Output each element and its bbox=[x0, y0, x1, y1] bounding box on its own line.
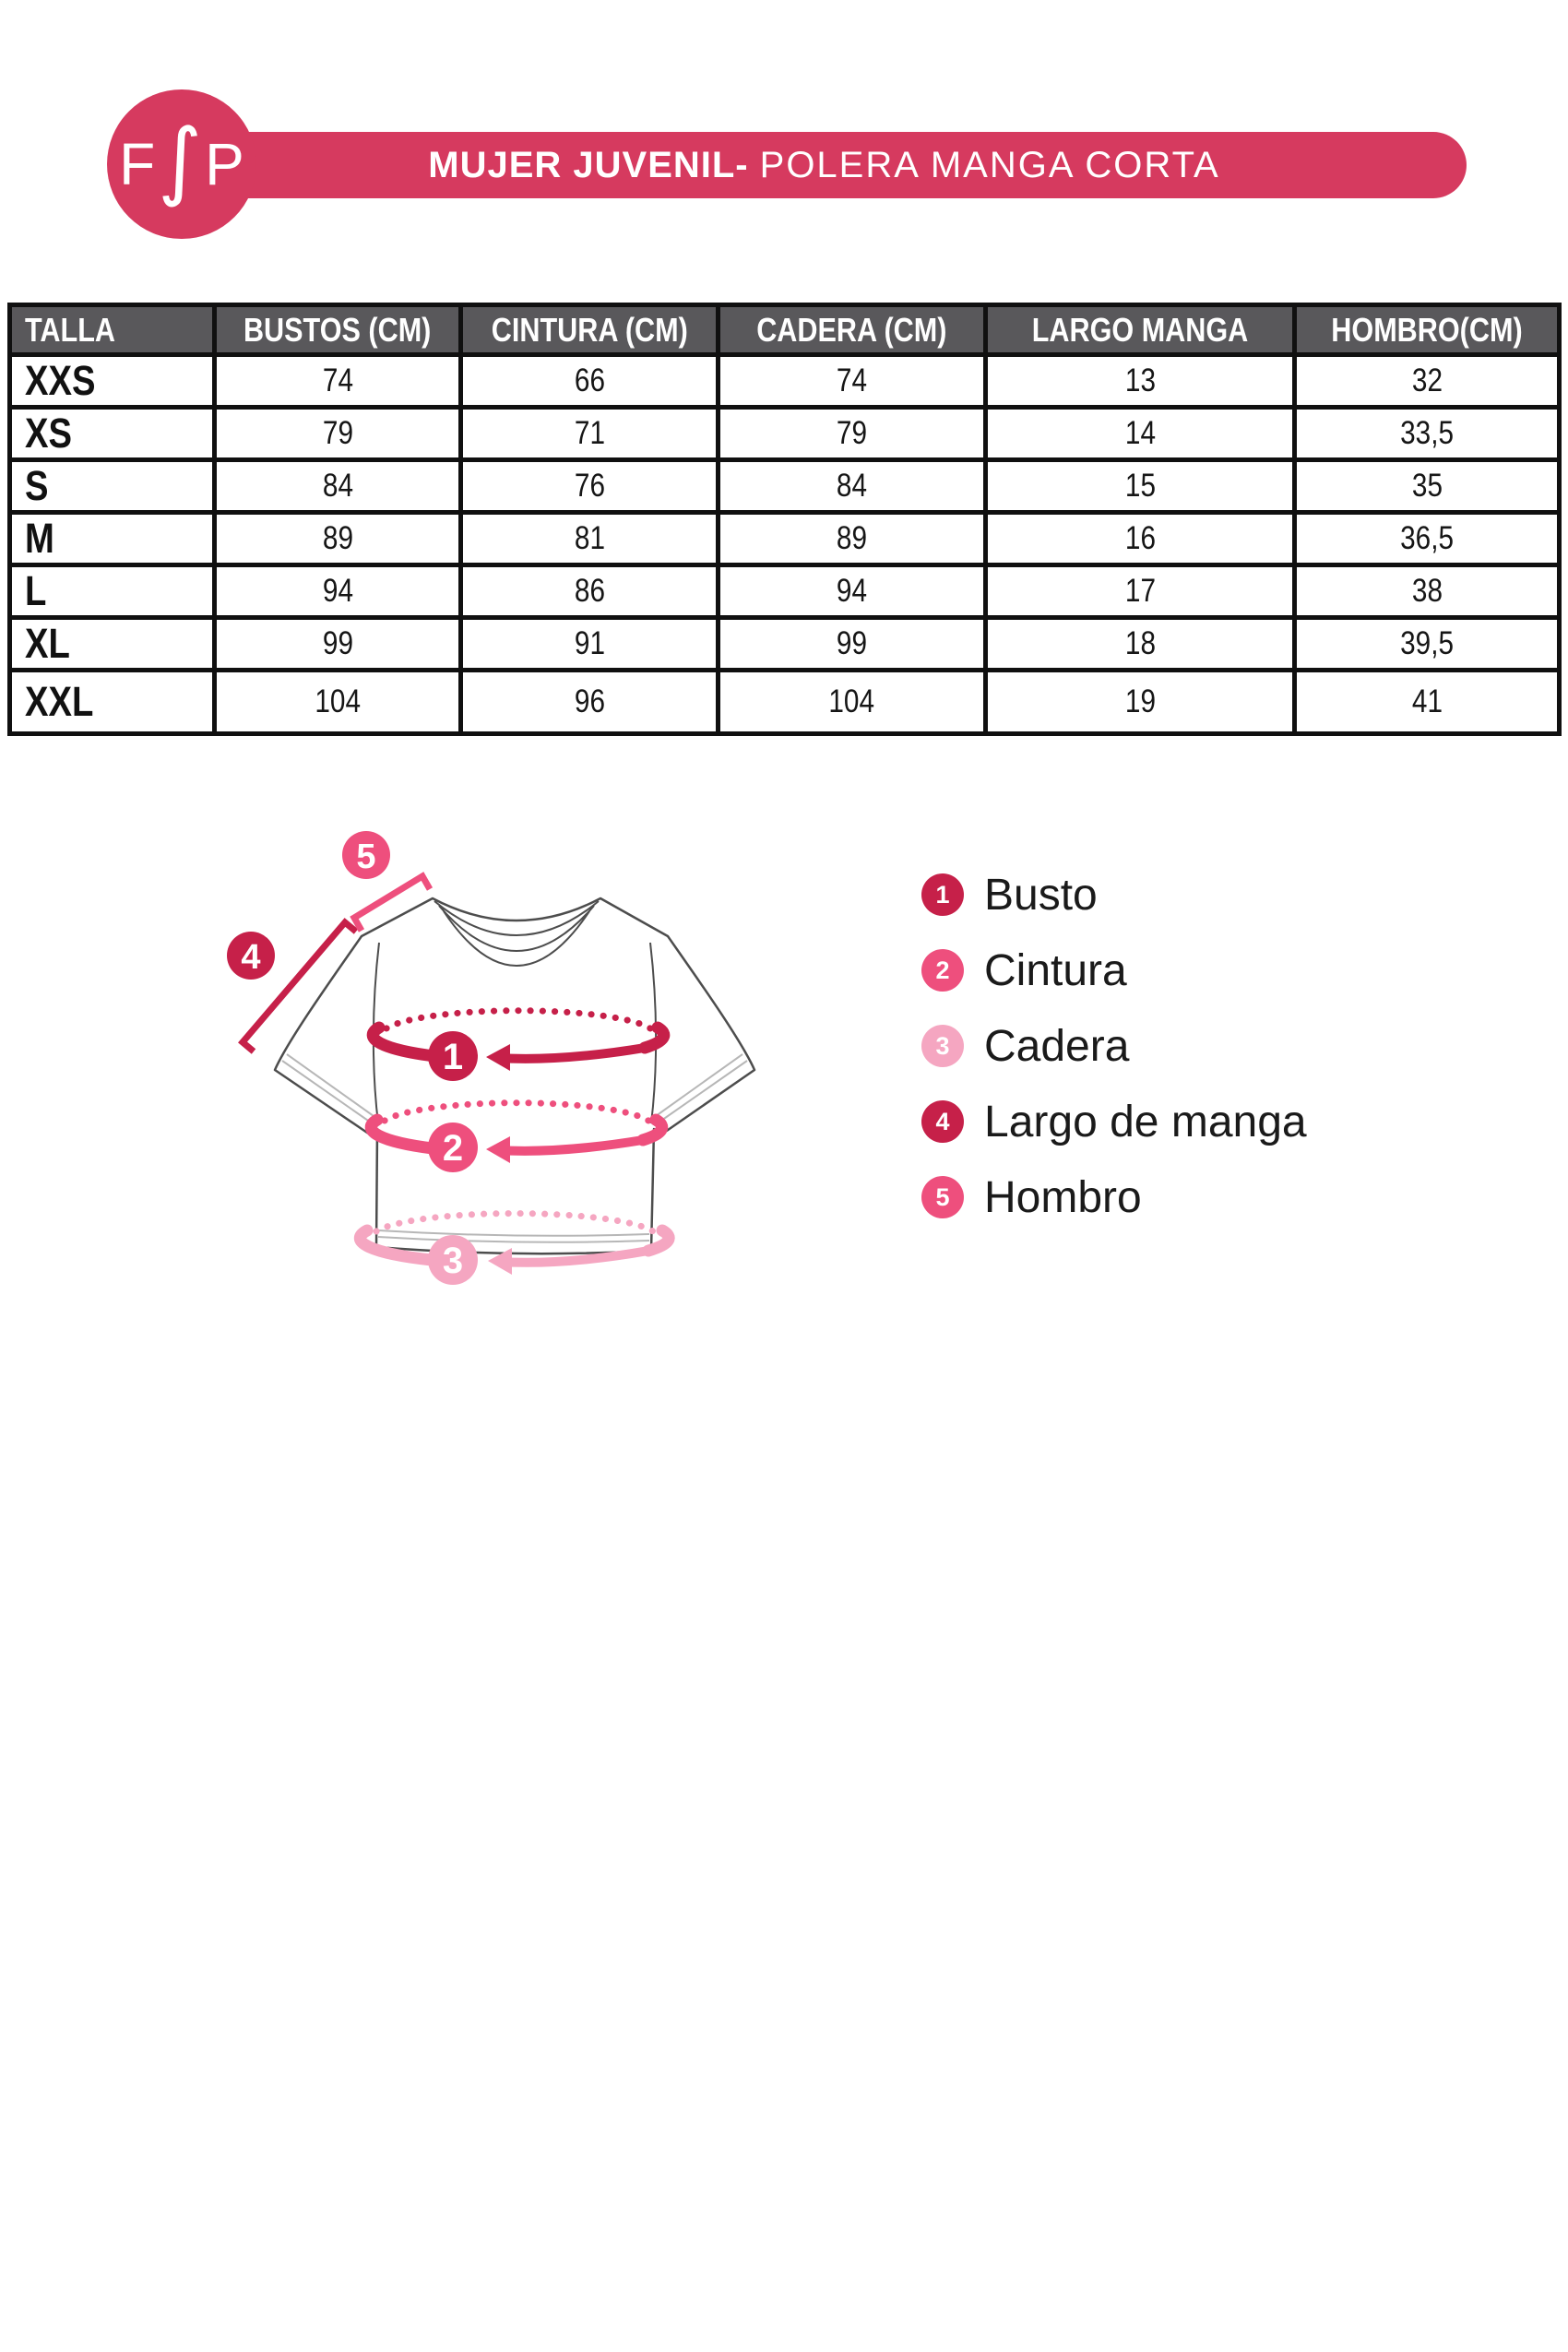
badge-3-cadera bbox=[428, 1235, 478, 1285]
legend-label: Cadera bbox=[984, 1021, 1130, 1071]
cell: 41 bbox=[1295, 671, 1560, 734]
brand-logo: F ∫ P bbox=[107, 89, 256, 239]
cell: 89 bbox=[215, 513, 461, 565]
cell: 13 bbox=[986, 355, 1295, 408]
column-header-hombro: HOMBRO(CM) bbox=[1295, 305, 1560, 355]
table-row-xl bbox=[10, 618, 1560, 671]
logo-letter-f: F bbox=[119, 131, 156, 197]
legend-badge-2: 2 bbox=[921, 949, 964, 992]
title-banner bbox=[182, 132, 1467, 198]
cell: 36,5 bbox=[1295, 513, 1560, 565]
cell: 18 bbox=[986, 618, 1295, 671]
cell: 14 bbox=[986, 408, 1295, 460]
cell: 84 bbox=[719, 460, 986, 513]
table-row-xs bbox=[10, 408, 1560, 460]
column-header-cadera: CADERA (CM) bbox=[719, 305, 986, 355]
badge-2-cintura bbox=[428, 1123, 478, 1172]
legend-label: Largo de manga bbox=[984, 1097, 1307, 1146]
size-label: XXL bbox=[10, 671, 215, 734]
legend-item-hombro bbox=[921, 1172, 1307, 1222]
cell: 91 bbox=[461, 618, 719, 671]
table-row-m bbox=[10, 513, 1560, 565]
cell: 15 bbox=[986, 460, 1295, 513]
table-row-xxl bbox=[10, 671, 1560, 734]
size-label: XXS bbox=[10, 355, 215, 408]
table-row-l bbox=[10, 565, 1560, 618]
title-category: MUJER JUVENIL- bbox=[428, 144, 749, 185]
cell: 104 bbox=[719, 671, 986, 734]
title-product: POLERA MANGA CORTA bbox=[759, 144, 1220, 185]
cell: 94 bbox=[215, 565, 461, 618]
cell: 104 bbox=[215, 671, 461, 734]
cell: 96 bbox=[461, 671, 719, 734]
logo-letter-p: P bbox=[205, 131, 244, 197]
size-label: XL bbox=[10, 618, 215, 671]
legend-item-cadera bbox=[921, 1021, 1307, 1071]
cell: 66 bbox=[461, 355, 719, 408]
badge-5-hombro bbox=[342, 831, 390, 879]
cell: 94 bbox=[719, 565, 986, 618]
cell: 89 bbox=[719, 513, 986, 565]
svg-text:4: 4 bbox=[241, 938, 261, 977]
legend-item-cintura bbox=[921, 945, 1307, 995]
legend-label: Cintura bbox=[984, 945, 1127, 995]
legend-badge-3: 3 bbox=[921, 1025, 964, 1067]
badge-4-largo-manga bbox=[227, 932, 275, 980]
cell: 35 bbox=[1295, 460, 1560, 513]
cell: 19 bbox=[986, 671, 1295, 734]
column-header-bustos: BUSTOS (CM) bbox=[215, 305, 461, 355]
svg-text:3: 3 bbox=[442, 1241, 464, 1281]
cell: 99 bbox=[215, 618, 461, 671]
size-label: S bbox=[10, 460, 215, 513]
legend-label: Busto bbox=[984, 870, 1098, 920]
cell: 39,5 bbox=[1295, 618, 1560, 671]
cell: 74 bbox=[719, 355, 986, 408]
header-row bbox=[10, 305, 1560, 355]
cell: 33,5 bbox=[1295, 408, 1560, 460]
cell: 81 bbox=[461, 513, 719, 565]
legend-label: Hombro bbox=[984, 1172, 1142, 1222]
size-chart-table bbox=[7, 303, 1562, 736]
column-header-largo-manga: LARGO MANGA bbox=[986, 305, 1295, 355]
cell: 76 bbox=[461, 460, 719, 513]
column-header-talla: TALLA bbox=[10, 305, 215, 355]
cell: 17 bbox=[986, 565, 1295, 618]
table-row-s bbox=[10, 460, 1560, 513]
svg-text:2: 2 bbox=[442, 1128, 464, 1169]
cell: 99 bbox=[719, 618, 986, 671]
tshirt-measurement-diagram bbox=[129, 784, 885, 1374]
svg-text:1: 1 bbox=[442, 1037, 464, 1077]
size-label: M bbox=[10, 513, 215, 565]
legend-item-largo-de-manga bbox=[921, 1097, 1307, 1146]
cell: 32 bbox=[1295, 355, 1560, 408]
cell: 38 bbox=[1295, 565, 1560, 618]
svg-text:5: 5 bbox=[356, 837, 376, 876]
cell: 84 bbox=[215, 460, 461, 513]
measurement-legend bbox=[921, 870, 1307, 1252]
column-header-cintura: CINTURA (CM) bbox=[461, 305, 719, 355]
cell: 79 bbox=[719, 408, 986, 460]
size-label: L bbox=[10, 565, 215, 618]
legend-badge-5: 5 bbox=[921, 1176, 964, 1218]
size-label: XS bbox=[10, 408, 215, 460]
cell: 86 bbox=[461, 565, 719, 618]
legend-badge-1: 1 bbox=[921, 873, 964, 916]
table-row-xxs bbox=[10, 355, 1560, 408]
cell: 71 bbox=[461, 408, 719, 460]
badge-1-busto bbox=[428, 1031, 478, 1081]
cell: 79 bbox=[215, 408, 461, 460]
legend-badge-4: 4 bbox=[921, 1100, 964, 1143]
cell: 74 bbox=[215, 355, 461, 408]
cell: 16 bbox=[986, 513, 1295, 565]
legend-item-busto bbox=[921, 870, 1307, 920]
